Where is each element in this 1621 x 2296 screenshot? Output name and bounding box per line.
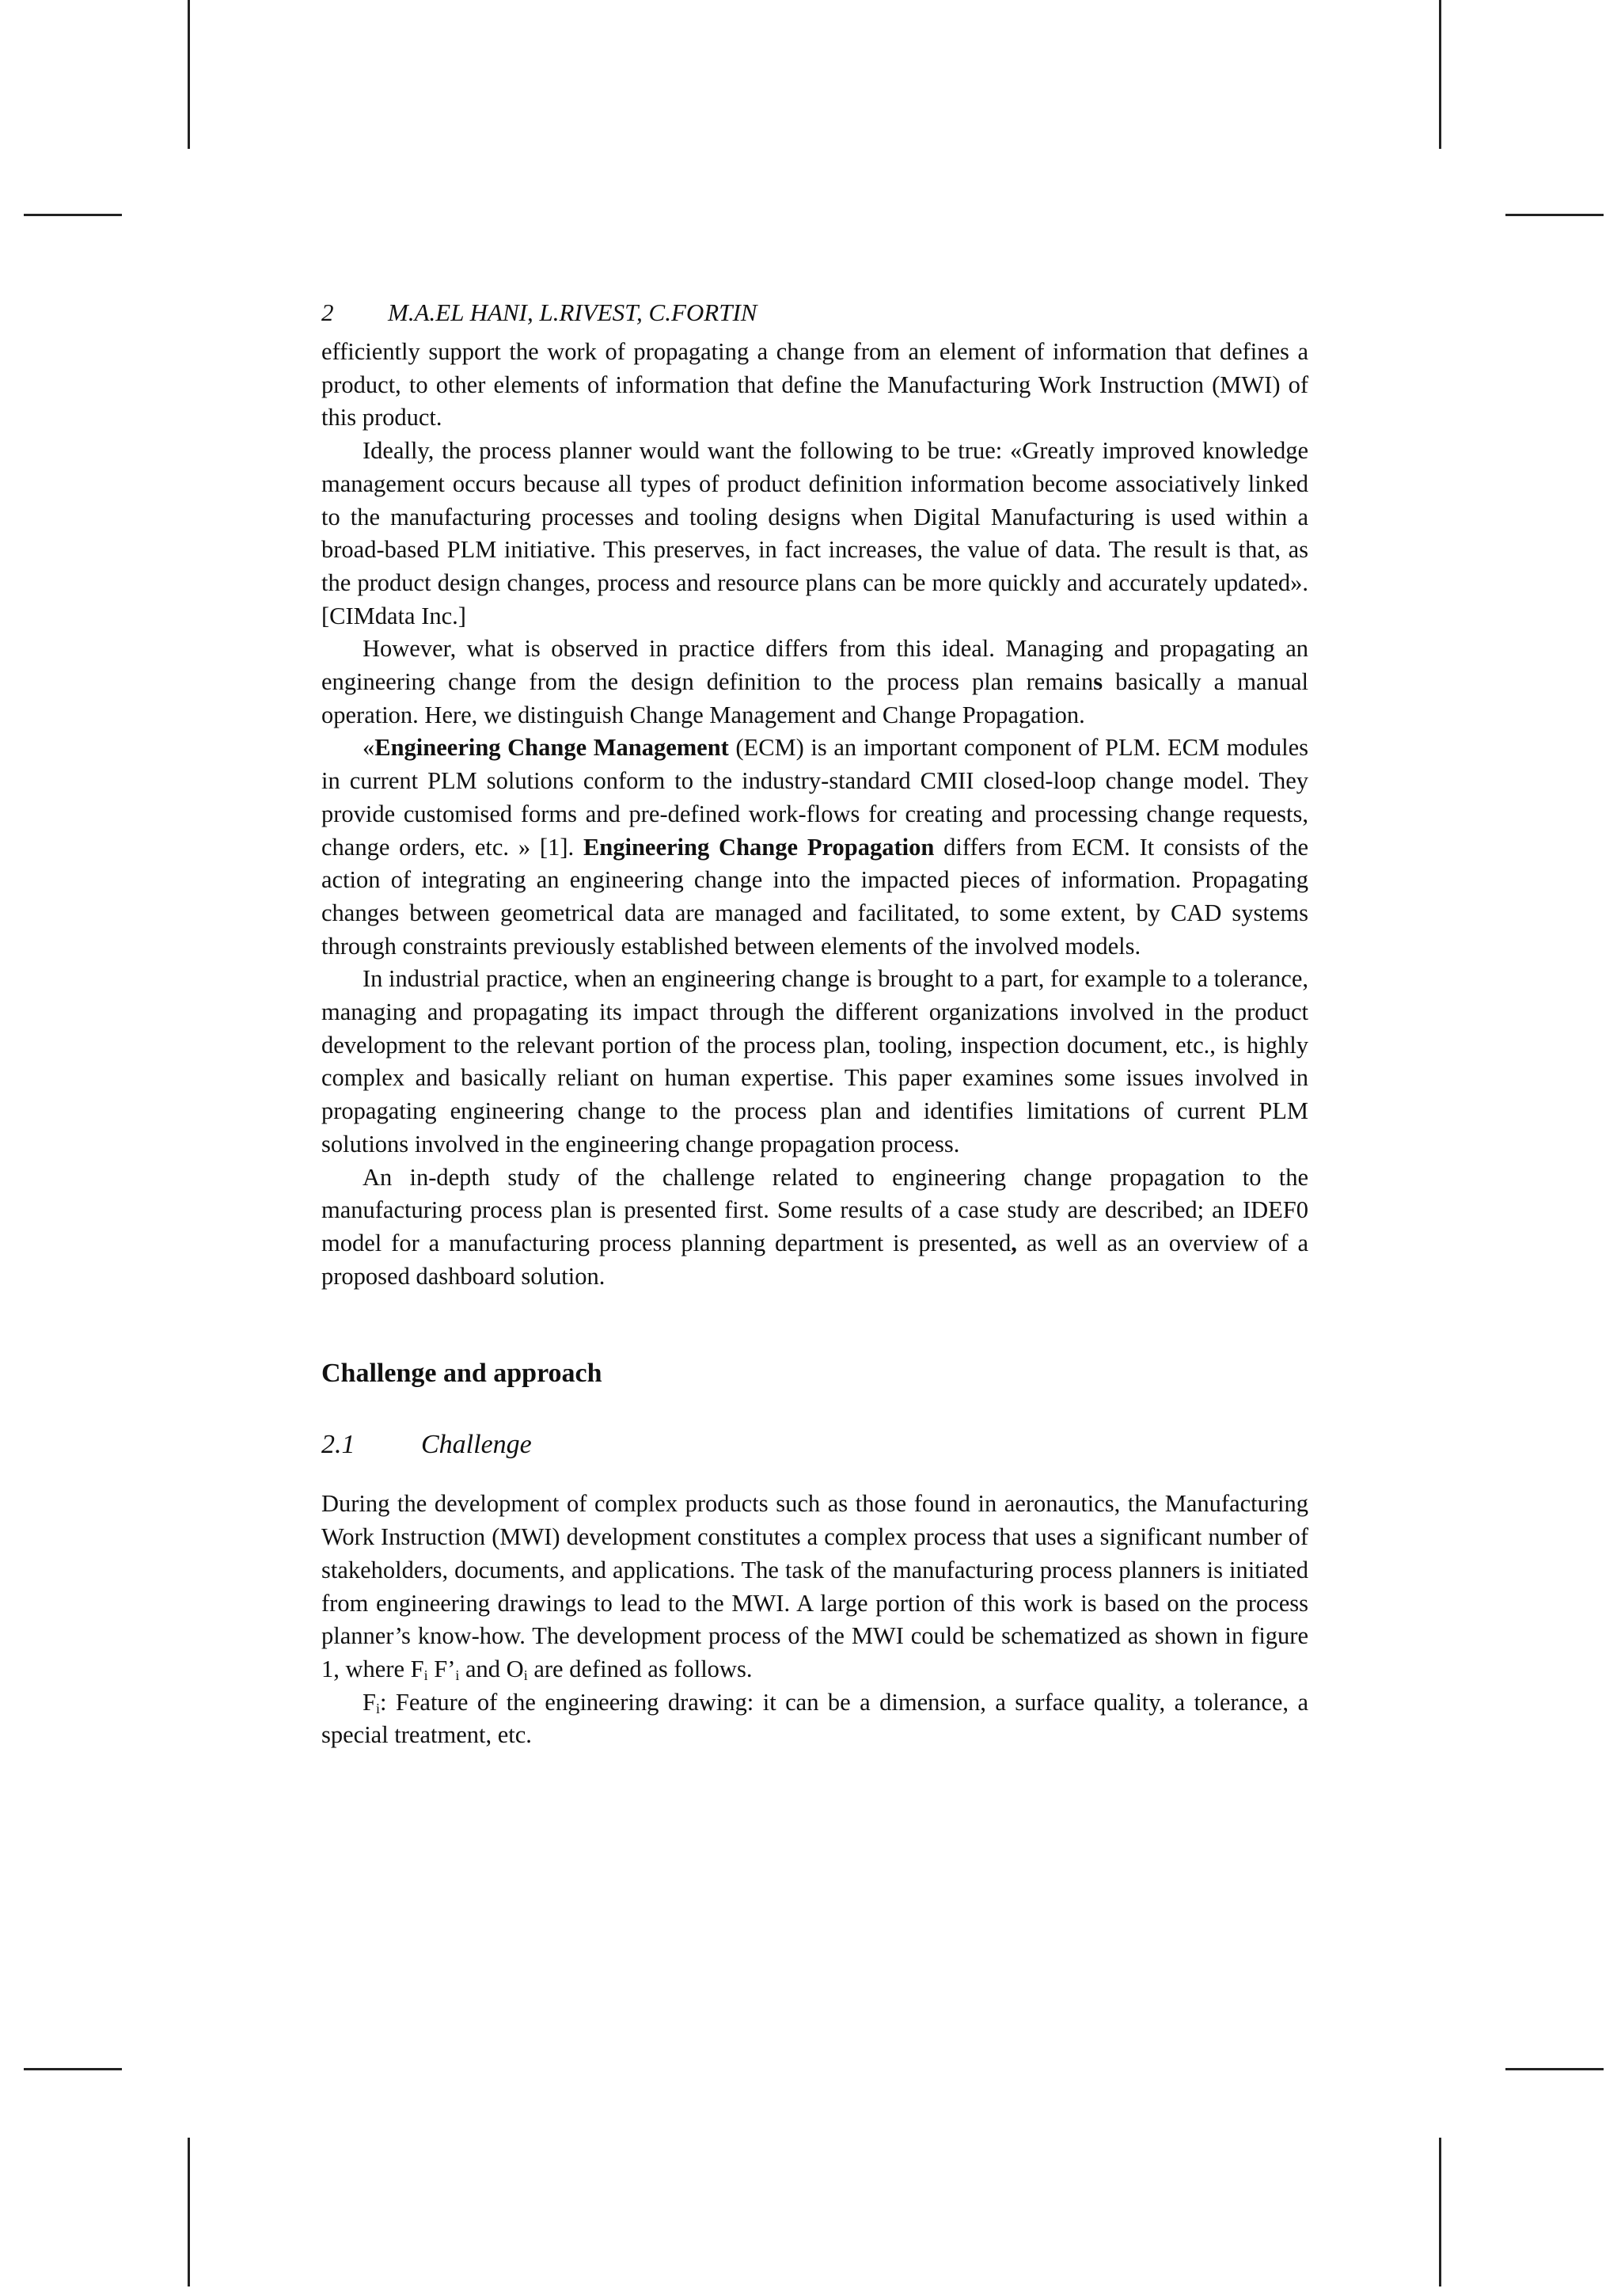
running-head [321, 295, 1308, 336]
paragraph-7-text-c: and O [459, 1655, 524, 1682]
paragraph-3-bold-s: s [1093, 668, 1103, 696]
paragraph-8-text-a: F [363, 1688, 376, 1716]
section-heading: Challenge and approach [321, 1359, 602, 1389]
crop-mark-bottom-left-horizontal [24, 2068, 122, 2070]
subscript-i-1: i [423, 1667, 428, 1683]
page-number: 2 [321, 298, 334, 326]
paragraph-2: Ideally, the process planner would want the following to be true: «Greatly improved knowledge management occurs because all types of product definition information become associatively linked to the manufacturing processes and tooling designs when Digital Manufacturing is used within a broad-based PLM initiative. This preserves, in fact increases, the value of data. The result is that, as the product design changes, process and resource plans can be more quickly and accurately updated». [CIMdata Inc.] [321, 437, 1308, 629]
paragraph-7-text-d: are defined as follows. [527, 1655, 753, 1682]
crop-mark-bottom-right-horizontal [1505, 2068, 1604, 2070]
paragraph-6-bold-comma: , [1011, 1229, 1017, 1256]
paragraph-7-text-a: During the development of complex products such as those found in aeronautics, the Manufacturing Work Instruction (MWI) development constitutes a complex process that uses a significant number of stakeholders, documents, and applications. The task of the manufacturing process planners is initiated from engineering drawings to lead to the MWI. A large portion of this work is based on the process planner’s know-how. The development process of the MWI could be schematized as shown in figure 1, where F [321, 1490, 1308, 1682]
body-text [321, 336, 1308, 1293]
paragraph-5: In industrial practice, when an engineering change is brought to a part, for example to a tolerance, managing and propagating its impact through the different organizations involved in the product development to the relevant portion of the process plan, tooling, inspection document, etc., is highly complex and basically reliant on human expertise. This paper examines some issues involved in propagating engineering change to the process plan and identifies limitations of current PLM solutions involved in the engineering change propagation process. [321, 965, 1308, 1158]
term-engineering-change-management: Engineering Change Management [374, 734, 729, 762]
subscript-i-2: i [455, 1667, 460, 1683]
paragraph-3-text-a: However, what is observed in practice differs from this ideal. Managing and propagating an engineering change from the design definition to the process plan remain [321, 635, 1308, 696]
crop-mark-top-left-vertical [188, 0, 190, 149]
paragraph-3 [321, 633, 1308, 732]
crop-mark-top-right-horizontal [1505, 214, 1604, 216]
crop-mark-bottom-left-vertical [188, 2138, 190, 2286]
subscript-i-3: i [523, 1667, 528, 1683]
paragraph-8-text-b: : Feature of the engineering drawing: it can be a dimension, a surface quality, a tolerance, a special treatment, etc. [321, 1688, 1308, 1749]
subsection-title: Challenge [421, 1430, 532, 1460]
term-engineering-change-propagation: Engineering Change Propagation [583, 833, 935, 861]
paragraph-4 [321, 732, 1308, 963]
crop-mark-top-left-horizontal [24, 214, 122, 216]
paragraph-8 [321, 1686, 1308, 1752]
paragraph-7 [321, 1488, 1308, 1686]
subscript-i-4: i [375, 1700, 380, 1716]
running-head-authors: M.A.EL HANI, L.RIVEST, C.FORTIN [388, 298, 757, 326]
paragraph-1: efficiently support the work of propagating a change from an element of information that defines a product, to other elements of information that define the Manufacturing Work Instruction (MWI) of this product. [321, 338, 1308, 431]
subsection-heading [321, 1426, 1308, 1464]
page-content [321, 295, 1308, 1752]
crop-mark-bottom-right-vertical [1439, 2138, 1441, 2286]
paragraph-3-text-c: basically a manual operation. Here, we distinguish Change Management and Change Propagation. [321, 668, 1308, 728]
paragraph-4-text-a: « [363, 734, 375, 762]
paragraph-6 [321, 1161, 1308, 1294]
crop-mark-top-right-vertical [1439, 0, 1441, 149]
paragraph-6-text-a: An in-depth study of the challenge related to engineering change propagation to the manufacturing process plan is presented first. Some results of a case study are described; an IDEF0 model for a manufacturing process planning department is presented [321, 1163, 1308, 1256]
paragraph-6-text-c: as well as an overview of a proposed dashboard solution. [321, 1229, 1308, 1290]
paragraph-4-text-c: (ECM) is an important component of PLM. ECM modules in current PLM solutions conform to the industry-standard CMII closed-loop change model. They provide customised forms and pre-defined work-flows for creating and processing change requests, change orders, etc. » [1]. [321, 734, 1309, 861]
section-body-text [321, 1488, 1308, 1752]
paragraph-7-text-b: F’ [427, 1655, 456, 1682]
paragraph-4-text-e: differs from ECM. It consists of the action of integrating an engineering change into the impacted pieces of information. Propagating changes between geometrical data are managed and facilitated, to some extent, by CAD systems through constraints previously established between elements of the involved models. [321, 833, 1309, 960]
subsection-number: 2.1 [321, 1430, 355, 1460]
